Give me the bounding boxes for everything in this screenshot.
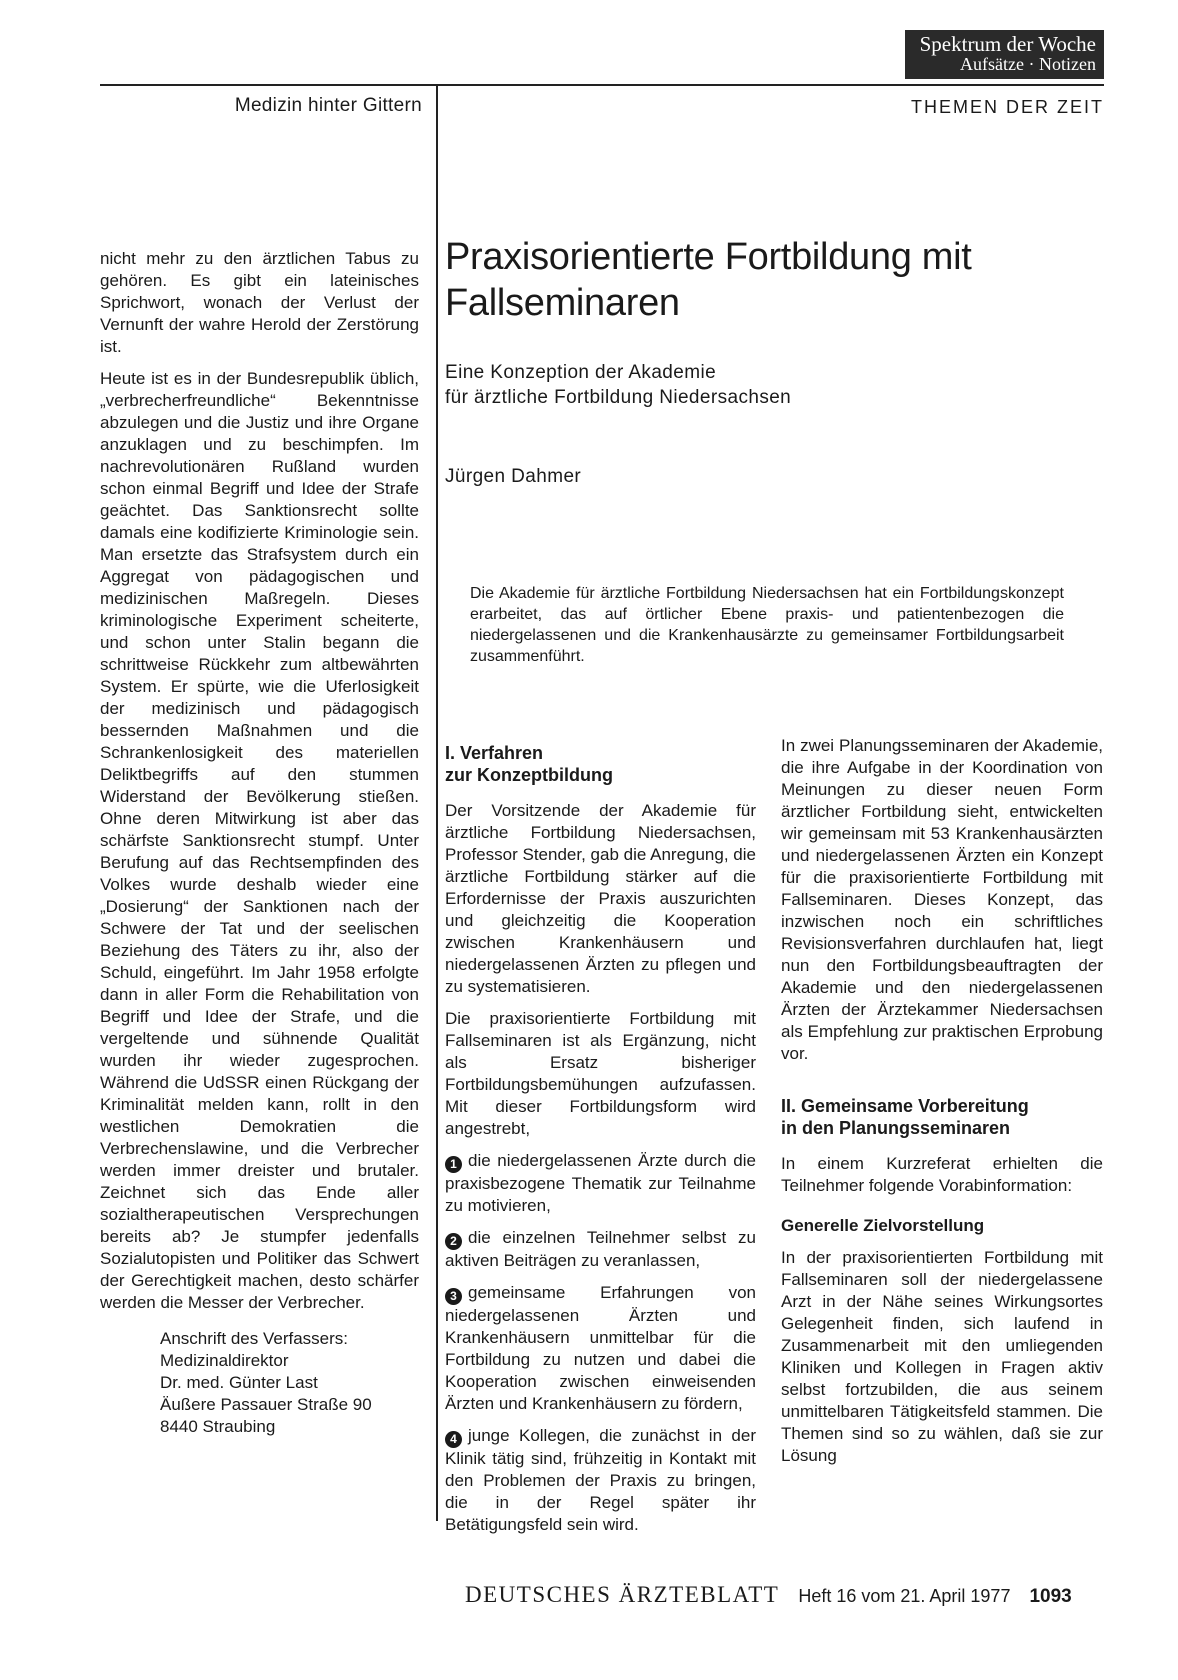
heading-line: zur Konzeptbildung [445,765,613,785]
body-paragraph: In einem Kurzreferat erhielten die Teilnehmer folgende Vorabinformation: [781,1154,1103,1195]
left-paragraph: nicht mehr zu den ärztlichen Tabus zu gehören. Es gibt ein lateinisches Sprichwort, wonach der Verlust der Vernunft der wahre Herold der Zerstörung ist. [100,249,419,356]
article-subtitle [445,360,1045,410]
middle-column [445,742,756,1546]
body-paragraph: In zwei Planungsseminaren der Akademie, die ihre Aufgabe in der Koordination von Meinungen zu dieser neuen Form ärztlicher Fortbildung sieht, entwickelten wir gemeinsam mit 53 Krankenhausärzten und niedergelassenen Ärzten ein Konzept für die praxisorientierte Fortbildung mit Fallseminaren. Dieses Konzept, das inzwischen noch ein schriftliches Revisionsverfahren durchlaufen hat, liegt nun den Fortbildungsbeauftragten der Akademie und den niedergelassenen Ärzten der Ärztekammer Niedersachsen als Empfehlung zur praktischen Erprobung vor. [781,736,1103,1063]
address-line: Anschrift des Verfassers: [160,1329,349,1348]
heading-line: I. Verfahren [445,743,544,763]
subtitle-line: Eine Konzeption der Akademie [445,362,717,383]
heading-line: in den Planungsseminaren [781,1118,1011,1138]
numbered-item [445,1227,756,1272]
column-divider [436,86,438,1521]
item-text: die einzelnen Teilnehmer selbst zu aktiven Beiträgen zu veranlassen, [445,1228,756,1270]
body-paragraph: Der Vorsitzende der Akademie für ärztliche Fortbildung Niedersachsen, Professor Stender, gab die Anregung, die ärztliche Fortbildung stärker auf die Erfordernisse der Praxis auszurichten und gleichzeitig die Kooperation zwischen Krankenhäusern und niedergelassenen Ärzten zu pflegen und zu systematisieren. [445,801,756,996]
item-text: gemeinsame Erfahrungen von niedergelassenen Ärzten und Krankenhäusern unmittelbar für die Fortbildung zu nutzen und dabei die Kooperation zwischen einweisenden Ärzten und Krankenhäusern zu fördern, [445,1283,756,1413]
address-line: Äußere Passauer Straße 90 [160,1395,372,1414]
number-badge: 3 [445,1288,462,1305]
address-line: Medizinaldirektor [160,1351,289,1370]
section-heading-2 [781,1095,1103,1139]
body-paragraph: Die praxisorientierte Fortbildung mit Fallseminaren ist als Ergänzung, nicht als Ersatz bisheriger Fortbildungsbemühungen aufzufassen. Mit dieser Fortbildungsform wird angestrebt, [445,1009,756,1138]
address-line: 8440 Straubing [160,1417,276,1436]
heading-line: II. Gemeinsame Vorbereitung [781,1096,1029,1116]
item-text: junge Kollegen, die zunächst in der Klinik tätig sind, frühzeitig in Kontakt mit den Problemen der Praxis zu bringen, die in der Regel später ihr Betätigungsfeld sein wird. [445,1426,756,1534]
page-footer [465,1582,1072,1608]
item-text: die niedergelassenen Ärzte durch die praxisbezogene Thematik zur Teilnahme zu motivieren, [445,1151,756,1215]
address-line: Dr. med. Günter Last [160,1373,318,1392]
number-badge: 2 [445,1233,462,1250]
page-number: 1093 [1029,1586,1072,1607]
issue-info: Heft 16 vom 21. April 1977 [798,1586,1011,1606]
left-paragraph: Heute ist es in der Bundesrepublik üblich, „verbrecherfreundliche“ Bekenntnisse abzulegen und die Justiz und ihre Organe anzuklagen und zu beschimpfen. Im nachrevolutionären Rußland wurden schon einmal Begriff und Idee der Strafe geächtet. Das Sanktionsrecht sollte damals eine kodifizierte Kriminologie sein. Man ersetzte das Strafsystem durch ein Aggregat von pädagogischen und medizinischen Maßregeln. Dieses kriminologische Experiment scheiterte, und schon unter Stalin begann die schrittweise Rückkehr zum altbewährten System. Er spürte, wie die Uferlosigkeit der medizinisch und pädagogisch bessernden Maßnahmen und die Schrankenlosigkeit des materiellen Deliktbegriffs auf den stummen Widerstand der Bevölkerung stießen. Ohne deren Mitwirkung ist aber das schärfste Sanktionsrecht stumpf. Unter Berufung auf das Rechtsempfinden des Volkes wurde deshalb wieder eine „Dosierung“ der Sanktionen nach der Schwere der Tat und der seelischen Beziehung des Täters zu ihr, also der Schuld, eingeführt. Im Jahr 1958 erfolgte dann in aller Form die Rehabilitation von Begriff und Idee der Strafe, und die vergeltende und sühnende Qualität wurden ihr wieder zugesprochen. Während die UdSSR einen Rückgang der Kriminalität melden kann, rollt in den westlichen Demokratien die Verbrechenslawine, und die Verbrecher werden immer dreister und brutaler. Zeichnet sich das Ende aller sozialtherapeutischen Versprechungen bereits ab? Je stumpfer jedenfalls Sozialutopisten und Politiker das Schwert der Gerechtigkeit machen, desto schärfer werden die Messer der Verbrecher. [100,369,419,1312]
body-paragraph: In der praxisorientierten Fortbildung mit Fallseminaren soll der niedergelassene Arzt in der Nähe seines Wirkungsortes Gelegenheit finden, sich laufend in Zusammenarbeit mit den umliegenden Kliniken und Kollegen in Fragen aktiv selbst fortzubilden, die aus seinem unmittelbaren Tätigkeitsfeld stammen. Die Themen sind so zu wählen, daß sie zur Lösung [781,1248,1103,1465]
section-badge [905,30,1104,79]
author-address [160,1328,419,1438]
subheading: Generelle Zielvorstellung [781,1216,985,1235]
journal-name: DEUTSCHES ÄRZTEBLATT [465,1582,780,1607]
subtitle-line: für ärztliche Fortbildung Niedersachsen [445,387,792,408]
right-column [781,735,1103,1477]
badge-line-2: Aufsätze · Notizen [960,54,1096,74]
left-column [100,248,419,1438]
header-rule [100,84,1104,86]
section-heading-1 [445,742,756,786]
numbered-item [445,1282,756,1415]
article-abstract: Die Akademie für ärztliche Fortbildung Niedersachsen hat ein Fortbildungskonzept erarbeitet, das auf örtlicher Ebene praxis- und patientenbezogen die niedergelassenen und die Krankenhausärzte zu gemeinsamer Fortbildungsarbeit zusammenführt. [470,585,1064,665]
article-author: Jürgen Dahmer [445,466,582,487]
number-badge: 4 [445,1431,462,1448]
running-head-left: Medizin hinter Gittern [234,95,422,116]
numbered-item [445,1150,756,1217]
article-title: Praxisorientierte Fortbildung mit Fallseminaren [445,236,972,324]
running-head-right: THEMEN DER ZEIT [910,97,1104,117]
number-badge: 1 [445,1156,462,1173]
numbered-item [445,1425,756,1536]
badge-line-1: Spektrum der Woche [919,32,1096,56]
